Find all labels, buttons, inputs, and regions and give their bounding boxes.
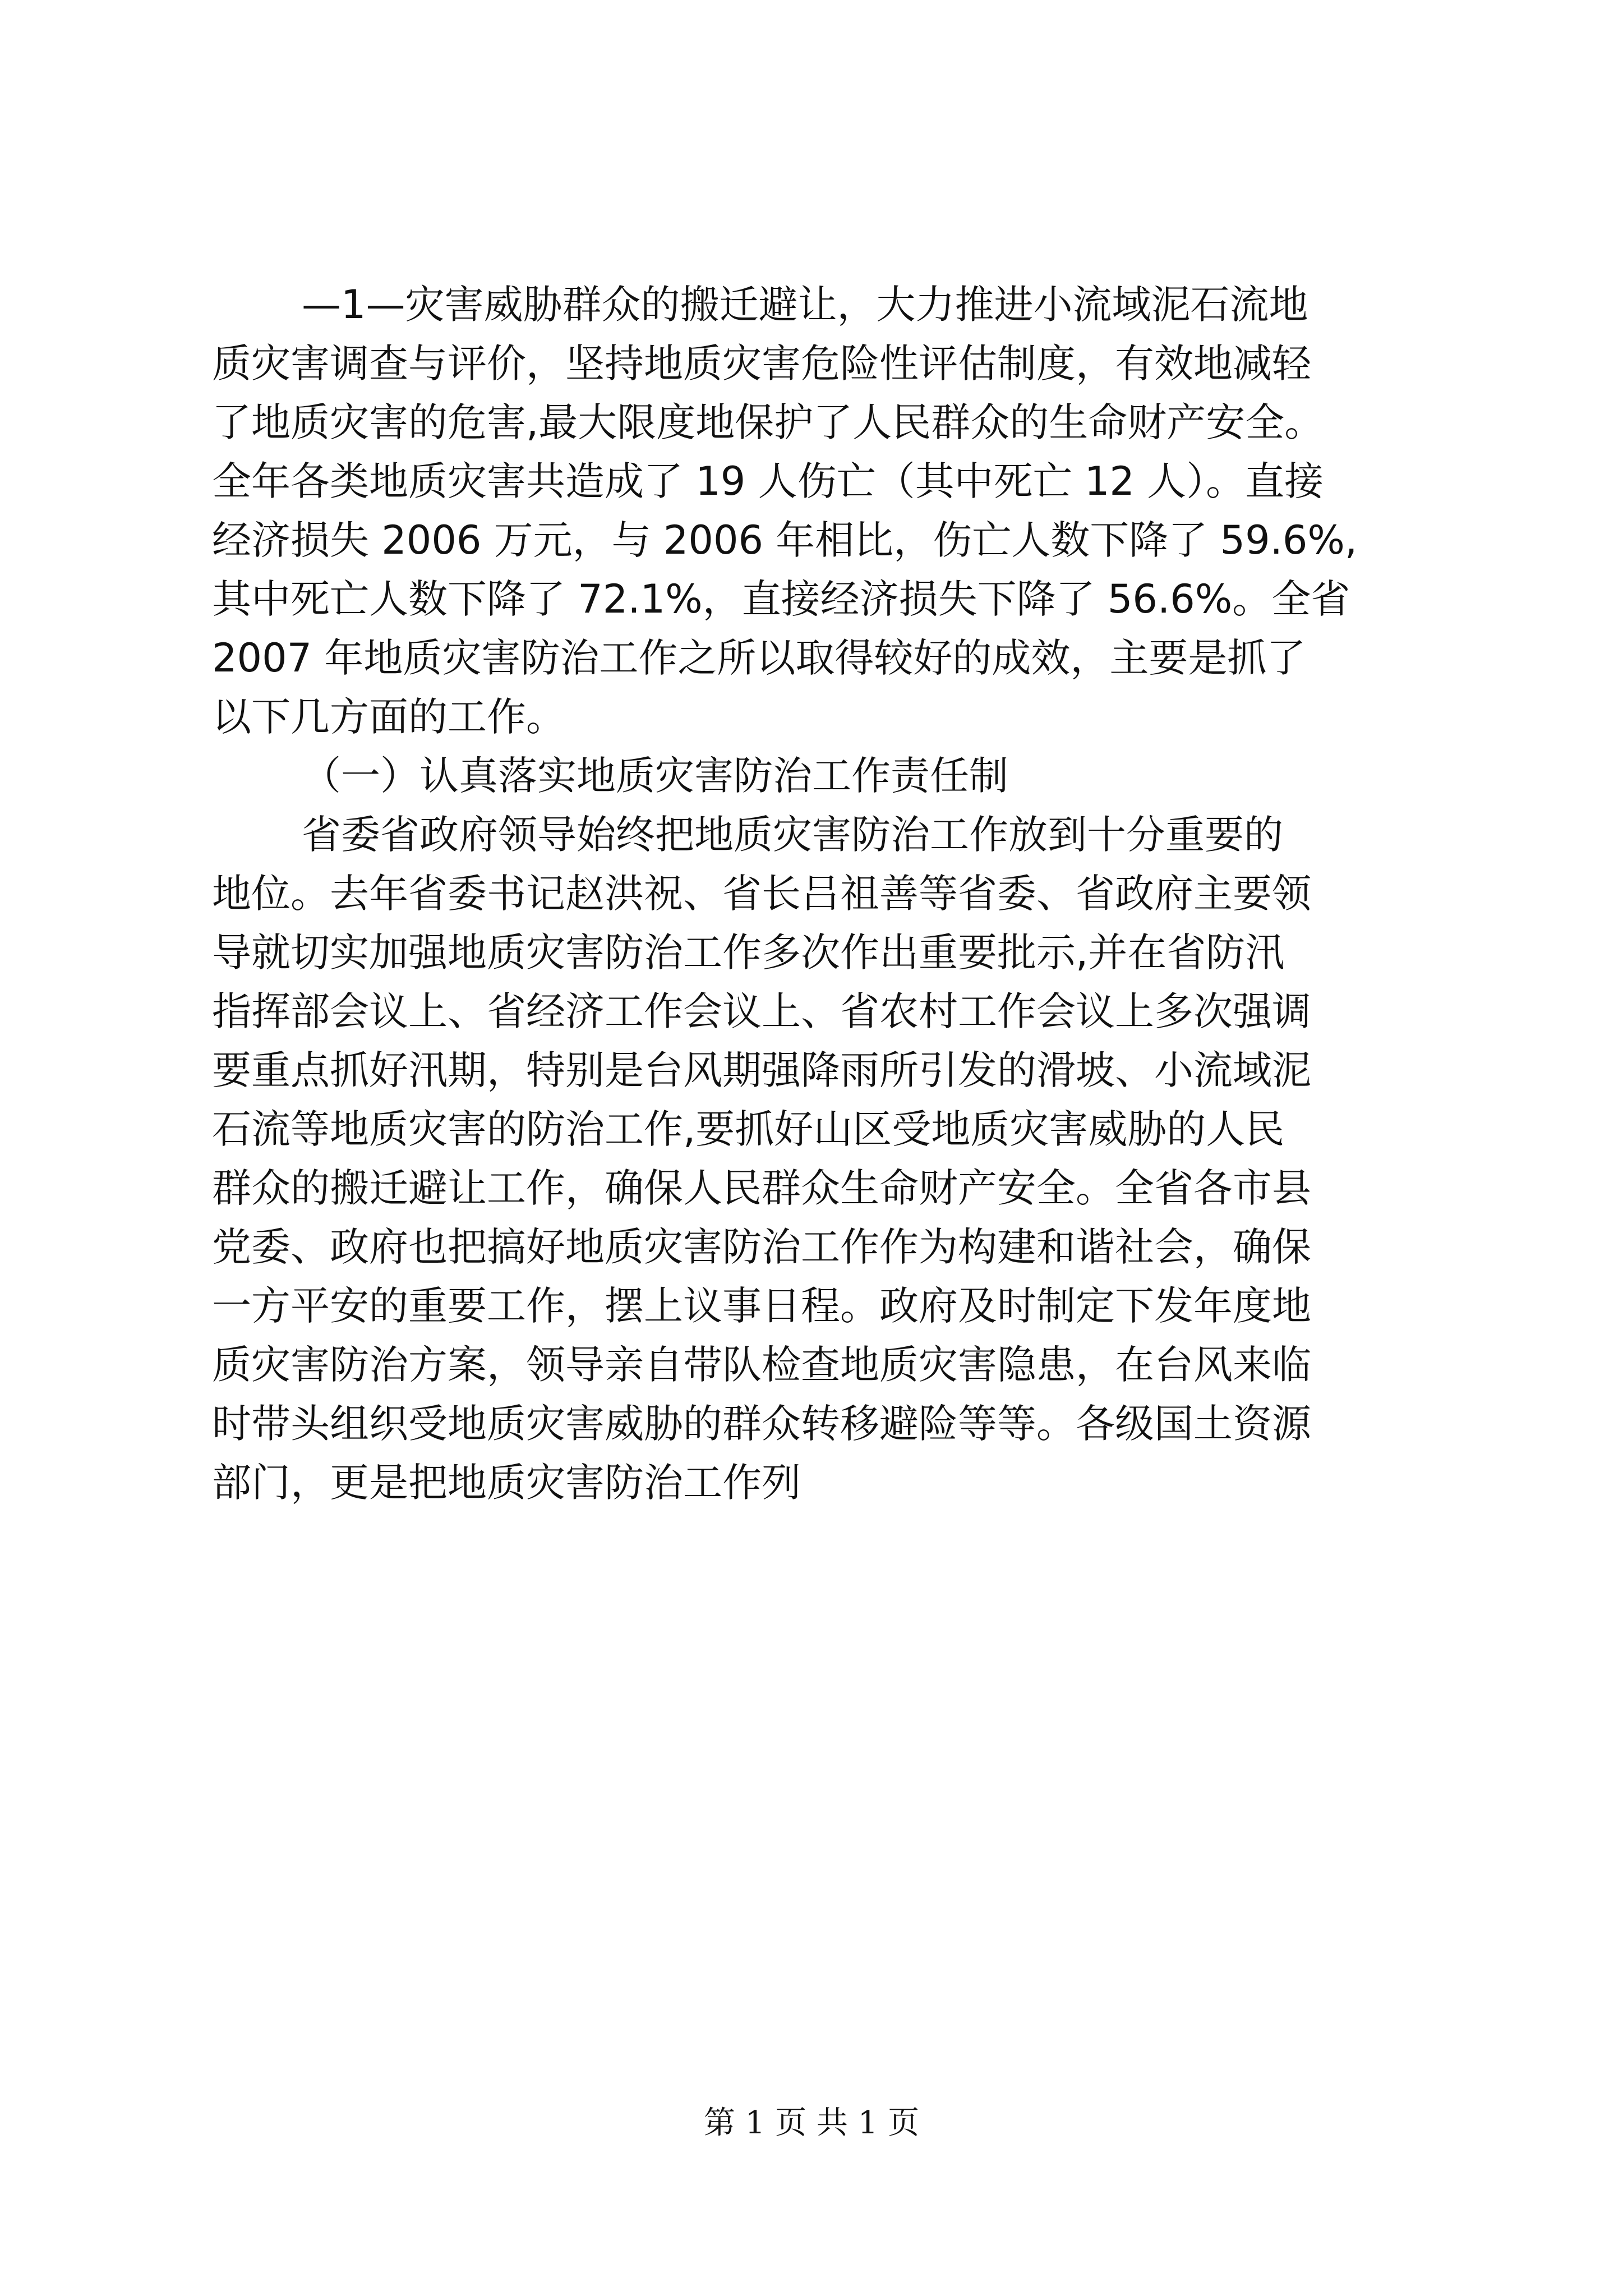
paragraph-2-line-5: 要重点抓好汛期，特别是台风期强降雨所引发的滑坡、小流域泥 [212, 1047, 1311, 1093]
paragraph-2-line-11: 时带头组织受地质灾害威胁的群众转移避险等等。各级国土资源 [212, 1401, 1311, 1447]
paragraph-2-line-9: 一方平安的重要工作，摆上议事日程。政府及时制定下发年度地 [212, 1283, 1311, 1329]
section-heading: （一）认真落实地质灾害防治工作责任制 [302, 753, 1008, 799]
paragraph-1-line-7: 2007 年地质灾害防治工作之所以取得较好的成效，主要是抓了 [212, 635, 1306, 681]
paragraph-2-line-8: 党委、政府也把搞好地质灾害防治工作作为构建和谐社会，确保 [212, 1224, 1311, 1270]
paragraph-1-line-6: 其中死亡人数下降了 72.1%，直接经济损失下降了 56.6%。全省 [212, 576, 1350, 622]
paragraph-2-line-7: 群众的搬迁避让工作，确保人民群众生命财产安全。全省各市县 [212, 1165, 1311, 1211]
paragraph-1-line-3: 了地质灾害的危害,最大限度地保护了人民群众的生命财产安全。 [212, 399, 1324, 445]
paragraph-2-line-4: 指挥部会议上、省经济工作会议上、省农村工作会议上多次强调 [212, 988, 1311, 1034]
paragraph-2-line-10: 质灾害防治方案，领导亲自带队检查地质灾害隐患，在台风来临 [212, 1342, 1311, 1388]
paragraph-1-line-4: 全年各类地质灾害共造成了 19 人伤亡（其中死亡 12 人）。直接 [212, 458, 1324, 504]
paragraph-2-line-12: 部门，更是把地质灾害防治工作列 [212, 1460, 801, 1506]
paragraph-1-line-2: 质灾害调查与评价，坚持地质灾害危险性评估制度，有效地减轻 [212, 341, 1311, 386]
paragraph-1-line-1: —1—灾害威胁群众的搬迁避让，大力推进小流域泥石流地 [302, 282, 1308, 328]
paragraph-2-line-2: 地位。去年省委书记赵洪祝、省长吕祖善等省委、省政府主要领 [212, 871, 1311, 917]
page-footer: 第 1 页 共 1 页 [703, 2105, 920, 2141]
paragraph-2-line-1: 省委省政府领导始终把地质灾害防治工作放到十分重要的 [302, 812, 1283, 858]
paragraph-2-line-6: 石流等地质灾害的防治工作,要抓好山区受地质灾害威胁的人民 [212, 1106, 1285, 1152]
paragraph-2-line-3: 导就切实加强地质灾害防治工作多次作出重要批示,并在省防汛 [212, 930, 1285, 976]
paragraph-1-line-8: 以下几方面的工作。 [212, 694, 565, 740]
paragraph-1-line-5: 经济损失 2006 万元，与 2006 年相比，伤亡人数下降了 59.6%, [212, 517, 1358, 563]
